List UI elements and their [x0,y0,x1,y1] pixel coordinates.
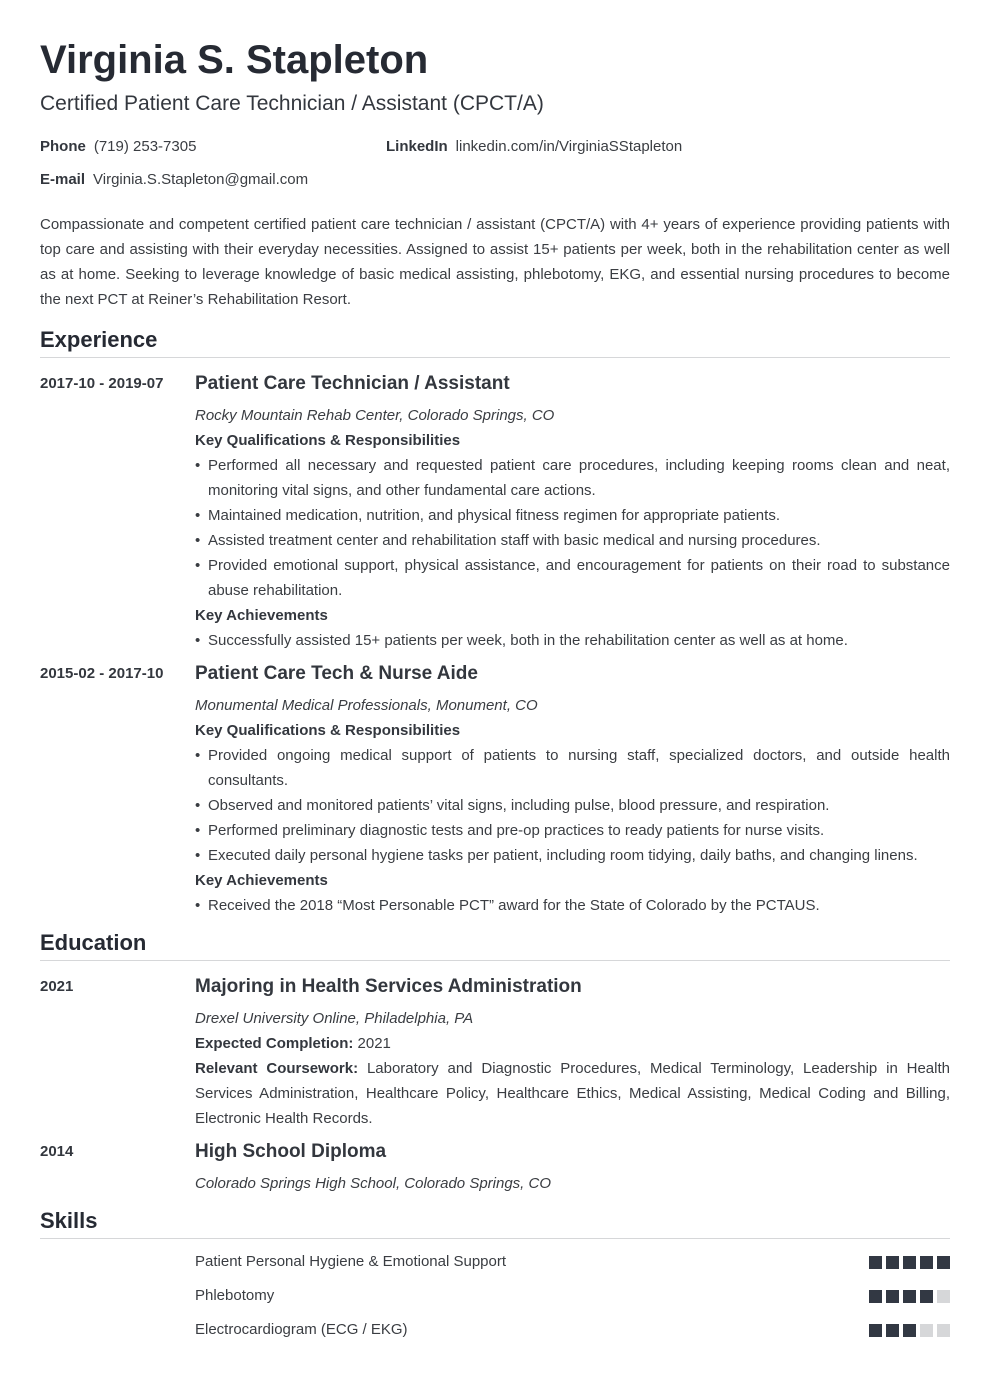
list-item: • Executed daily personal hygiene tasks per patient, including room tidying, daily baths, and changing linens. [195,843,950,868]
profile-summary: Compassionate and competent certified patient care technician / assistant (CPCT/A) with 4+ years of experience providing patients with top care and assisting with their everyday necessities. Assigned to assist 15+ patients per week, both in the rehabilitation center as well as at home. Seeking to leverage knowledge of basic medical assisting, phlebotomy, EKG, and essential nursing procedures to become the next PCT at Reiner’s Rehabilitation Resort. [40,216,950,308]
section-heading-education: Education [40,929,950,961]
skill-filled-square-icon [869,1256,882,1269]
entry-dates: 2015-02 - 2017-10 [40,665,164,682]
bullet-icon: • [195,897,201,914]
entry-organization: Monumental Medical Professionals, Monument, CO [195,697,538,714]
contact-email [40,171,308,189]
skill-filled-square-icon [886,1256,899,1269]
bullet-icon: • [195,557,201,574]
bullet-icon: • [195,847,201,864]
list-item: • Provided ongoing medical support of patients to nursing staff, specialized doctors, and outside health consultants. [195,743,950,793]
skill-filled-square-icon [920,1290,933,1303]
entry-body [195,374,950,653]
education-school: Drexel University Online, Philadelphia, PA [195,1010,474,1027]
education-degree: Majoring in Health Services Administration [195,976,582,997]
skill-filled-square-icon [903,1290,916,1303]
entry-role: Patient Care Technician / Assistant [195,373,510,394]
skill-filled-square-icon [903,1324,916,1337]
email-value[interactable]: Virginia.S.Stapleton@gmail.com [93,171,309,188]
education-school: Colorado Springs High School, Colorado Springs, CO [195,1175,552,1192]
email-label: E-mail [40,171,86,188]
entry-body [195,977,950,1131]
entry-body [195,664,950,918]
responsibilities-list [195,453,950,603]
phone-value: (719) 253-7305 [93,138,197,155]
achievements-heading: Key Achievements [195,607,328,624]
list-item: • Successfully assisted 15+ patients per week, both in the rehabilitation center as well as at home. [195,628,950,653]
linkedin-value[interactable]: linkedin.com/in/VirginiaSStapleton [455,138,683,155]
phone-label: Phone [40,138,86,155]
responsibilities-list [195,743,950,868]
linkedin-label: LinkedIn [386,138,448,155]
expected-completion: Expected Completion: 2021 [195,1035,391,1052]
skill-empty-square-icon [937,1290,950,1303]
skill-filled-square-icon [937,1256,950,1269]
entry-role: Patient Care Tech & Nurse Aide [195,663,478,684]
bullet-icon: • [195,632,201,649]
achievements-list [195,893,950,918]
achievements-list [195,628,950,653]
contact-linkedin [386,138,682,156]
skill-name: Phlebotomy [195,1287,275,1304]
skill-filled-square-icon [869,1290,882,1303]
relevant-coursework: Relevant Coursework: Laboratory and Diagnostic Procedures, Medical Terminology, Leadership in Health Services Administration, Healthcare Policy, Healthcare Ethics, Medical Assisting, Medical Coding and Billing, Electronic Health Records. [195,1060,950,1127]
candidate-name: Virginia S. Stapleton [40,38,429,82]
education-degree: High School Diploma [195,1141,387,1162]
responsibilities-heading: Key Qualifications & Responsibilities [195,722,461,739]
skill-level-meter [869,1324,950,1337]
contact-phone [40,138,196,156]
skill-filled-square-icon [869,1324,882,1337]
skill-empty-square-icon [937,1324,950,1337]
list-item: • Observed and monitored patients’ vital signs, including pulse, blood pressure, and respiration. [195,793,950,818]
list-item: • Performed preliminary diagnostic tests and pre-op practices to ready patients for nurse visits. [195,818,950,843]
skill-row [195,1320,950,1340]
skill-filled-square-icon [920,1256,933,1269]
skill-empty-square-icon [920,1324,933,1337]
candidate-title: Certified Patient Care Technician / Assistant (CPCT/A) [40,92,544,115]
education-year: 2021 [40,978,74,995]
list-item: • Performed all necessary and requested patient care procedures, including keeping rooms clean and neat, monitoring vital signs, and other fundamental care actions. [195,453,950,503]
skill-level-meter [869,1256,950,1269]
bullet-icon: • [195,747,201,764]
skill-filled-square-icon [886,1290,899,1303]
skill-row [195,1252,950,1272]
entry-dates: 2017-10 - 2019-07 [40,375,164,392]
entry-organization: Rocky Mountain Rehab Center, Colorado Springs, CO [195,407,555,424]
bullet-icon: • [195,457,201,474]
skill-filled-square-icon [886,1324,899,1337]
section-heading-experience: Experience [40,326,950,358]
section-heading-skills: Skills [40,1207,950,1239]
achievements-heading: Key Achievements [195,872,328,889]
entry-body [195,1142,950,1196]
bullet-icon: • [195,507,201,524]
skill-level-meter [869,1290,950,1303]
bullet-icon: • [195,822,201,839]
list-item: • Received the 2018 “Most Personable PCT” award for the State of Colorado by the PCTAUS. [195,893,950,918]
list-item: • Maintained medication, nutrition, and physical fitness regimen for appropriate patients. [195,503,950,528]
responsibilities-heading: Key Qualifications & Responsibilities [195,432,461,449]
skill-name: Electrocardiogram (ECG / EKG) [195,1321,408,1338]
list-item: • Assisted treatment center and rehabilitation staff with basic medical and nursing procedures. [195,528,950,553]
skill-name: Patient Personal Hygiene & Emotional Support [195,1253,507,1270]
skill-row [195,1286,950,1306]
skill-filled-square-icon [903,1256,916,1269]
list-item: • Provided emotional support, physical assistance, and encouragement for patients on their road to substance abuse rehabilitation. [195,553,950,603]
education-year: 2014 [40,1143,74,1160]
bullet-icon: • [195,532,201,549]
bullet-icon: • [195,797,201,814]
